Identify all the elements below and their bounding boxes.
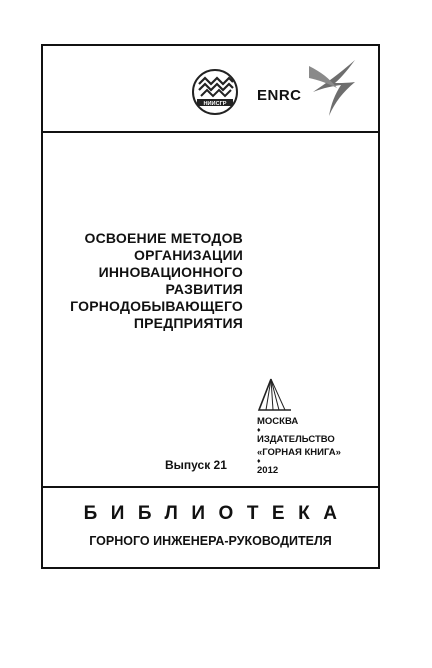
book-cover	[41, 44, 380, 569]
series-name: БИБЛИОТЕКА	[83, 503, 351, 524]
bottom-divider	[43, 486, 378, 488]
niigr-logo-text: НИИСГР	[203, 100, 227, 107]
logo-bar	[43, 46, 378, 131]
book-title	[0, 230, 243, 332]
title-line: ОРГАНИЗАЦИИ	[134, 247, 243, 263]
publisher-name-quoted: «ГОРНАЯ КНИГА»	[257, 447, 341, 458]
niigr-logo	[191, 68, 239, 116]
publisher-name: ИЗДАТЕЛЬСТВО	[257, 434, 335, 445]
top-divider	[43, 131, 378, 133]
title-line: ПРЕДПРИЯТИЯ	[133, 315, 243, 331]
series-subtitle: ГОРНОГО ИНЖЕНЕРА-РУКОВОДИТЕЛЯ	[89, 534, 332, 548]
separator-dot: ♦	[257, 458, 261, 465]
series-block	[43, 502, 378, 550]
enrc-logo-text: ENRC	[257, 87, 302, 104]
separator-dot: ♦	[257, 427, 261, 434]
publisher-city: МОСКВА	[257, 416, 299, 427]
title-line: ОСВОЕНИЕ МЕТОДОВ	[84, 230, 243, 246]
title-line: ИННОВАЦИОННОГО	[98, 264, 243, 280]
publication-year: 2012	[257, 465, 279, 476]
publisher-info	[257, 415, 377, 477]
issue-number: Выпуск 21	[165, 458, 227, 472]
publisher-logo-icon	[257, 376, 295, 412]
enrc-mark-icon	[305, 58, 357, 118]
title-line: ГОРНОДОБЫВАЮЩЕГО	[70, 298, 243, 314]
title-line: РАЗВИТИЯ	[165, 281, 243, 297]
